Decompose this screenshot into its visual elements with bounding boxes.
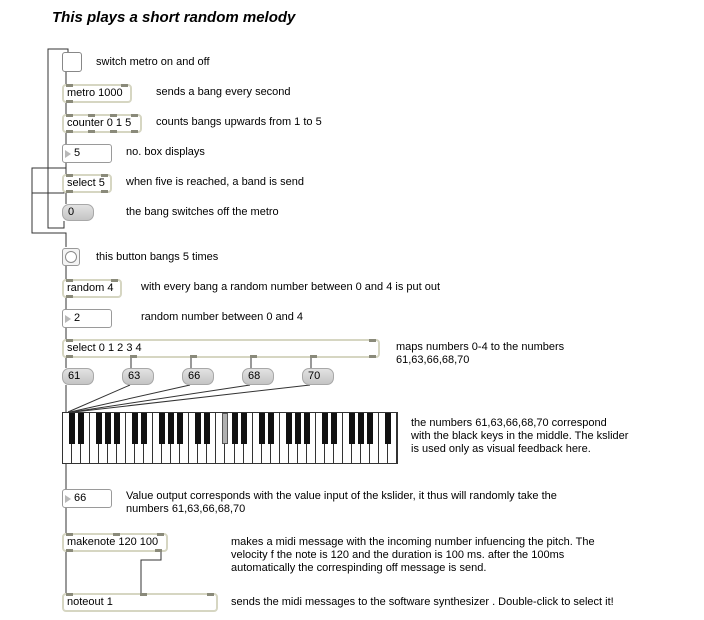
patch-cord (68, 385, 130, 412)
metro-object[interactable] (62, 84, 132, 103)
comment-number-note-1: Value output corresponds with the value input of the kslider, it thus will randomly take the (126, 490, 557, 502)
note-number-box[interactable] (62, 489, 112, 508)
noteout-label: noteout 1 (67, 596, 113, 608)
kslider-black-key[interactable] (268, 413, 274, 444)
note-number-value: 66 (74, 492, 87, 504)
comment-button: this button bangs 5 times (96, 251, 219, 263)
patch-title: This plays a short random melody (52, 9, 296, 26)
comment-kslider-2: with the black keys in the middle. The kslider (411, 430, 629, 442)
kslider-black-key[interactable] (304, 413, 310, 444)
random-number-value: 2 (74, 312, 81, 324)
kslider-black-key[interactable] (96, 413, 102, 444)
select5-object[interactable] (62, 174, 112, 193)
kslider-black-key[interactable] (222, 413, 228, 444)
kslider-black-key[interactable] (241, 413, 247, 444)
kslider-black-key[interactable] (105, 413, 111, 444)
message-61-label: 61 (68, 370, 81, 382)
comment-noteout: sends the midi messages to the software synthesizer . Double-click to select it! (231, 596, 614, 608)
message-zero-label: 0 (68, 206, 75, 218)
comment-msg-zero: the bang switches off the metro (126, 206, 279, 218)
message-70[interactable] (302, 368, 334, 385)
comment-kslider-3: is used only as visual feedback here. (411, 443, 591, 455)
metro-label: metro 1000 (67, 87, 123, 99)
kslider-black-key[interactable] (385, 413, 391, 444)
random-label: random 4 (67, 282, 114, 294)
patch-cord (48, 49, 68, 228)
message-70-label: 70 (308, 370, 321, 382)
patch-cord (32, 168, 66, 193)
comment-kslider-1: the numbers 61,63,66,68,70 correspond (411, 417, 607, 429)
comment-select-multi-2: 61,63,66,68,70 (396, 354, 470, 366)
kslider-black-key[interactable] (168, 413, 174, 444)
patch-cord (72, 385, 250, 412)
makenote-object[interactable] (62, 533, 168, 552)
select5-label: select 5 (67, 177, 105, 189)
kslider-black-key[interactable] (159, 413, 165, 444)
comment-select5: when five is reached, a band is send (126, 176, 304, 188)
message-66-label: 66 (188, 370, 201, 382)
patch-cord (74, 385, 310, 412)
kslider-keyboard[interactable] (62, 412, 398, 464)
kslider-black-key[interactable] (69, 413, 75, 444)
counter-label: counter 0 1 5 (67, 117, 132, 129)
kslider-black-key[interactable] (195, 413, 201, 444)
kslider-black-key[interactable] (349, 413, 355, 444)
message-68-label: 68 (248, 370, 261, 382)
noteout-object[interactable] (62, 593, 218, 612)
kslider-black-key[interactable] (141, 413, 147, 444)
kslider-black-key[interactable] (367, 413, 373, 444)
message-61[interactable] (62, 368, 94, 385)
bang-button[interactable] (62, 248, 80, 266)
comment-toggle: switch metro on and off (96, 56, 210, 68)
patch-cord (32, 193, 66, 247)
comment-random: with every bang a random number between 0 and 4 is put out (141, 281, 441, 293)
counter-object[interactable] (62, 114, 142, 133)
message-68[interactable] (242, 368, 274, 385)
kslider-black-key[interactable] (358, 413, 364, 444)
random-number-box[interactable] (62, 309, 112, 328)
patch-cord (141, 550, 161, 593)
comment-metro: sends a bang every second (156, 86, 291, 98)
kslider-black-key[interactable] (132, 413, 138, 444)
comment-number-note-2: numbers 61,63,66,68,70 (126, 503, 246, 515)
message-63[interactable] (122, 368, 154, 385)
comment-number-random: random number between 0 and 4 (141, 311, 304, 323)
comment-makenote-3: automatically the correspinding off message is send. (231, 562, 487, 574)
random-object[interactable] (62, 279, 122, 298)
comment-select-multi-1: maps numbers 0-4 to the numbers (396, 341, 565, 353)
metro-toggle[interactable] (62, 52, 82, 72)
kslider-black-key[interactable] (204, 413, 210, 444)
comment-makenote-1: makes a midi message with the incoming number infuencing the pitch. The (231, 536, 595, 548)
comment-number: no. box displays (126, 146, 205, 158)
message-66[interactable] (182, 368, 214, 385)
select-multi-label: select 0 1 2 3 4 (67, 342, 142, 354)
kslider-black-key[interactable] (232, 413, 238, 444)
count-number-value: 5 (74, 147, 81, 159)
comment-makenote-2: velocity f the note is 120 and the duration is 100 ms. after the 100ms (231, 549, 565, 561)
message-zero[interactable] (62, 204, 94, 221)
patch-cord (70, 385, 190, 412)
select-multi-object[interactable] (62, 339, 380, 358)
kslider-black-key[interactable] (259, 413, 265, 444)
kslider-black-key[interactable] (114, 413, 120, 444)
kslider-black-key[interactable] (78, 413, 84, 444)
comment-counter: counts bangs upwards from 1 to 5 (156, 116, 322, 128)
kslider-black-key[interactable] (322, 413, 328, 444)
kslider-black-key[interactable] (331, 413, 337, 444)
message-63-label: 63 (128, 370, 141, 382)
kslider-black-key[interactable] (286, 413, 292, 444)
kslider-black-key[interactable] (295, 413, 301, 444)
kslider-black-key[interactable] (177, 413, 183, 444)
makenote-label: makenote 120 100 (67, 536, 159, 548)
count-number-box[interactable] (62, 144, 112, 163)
